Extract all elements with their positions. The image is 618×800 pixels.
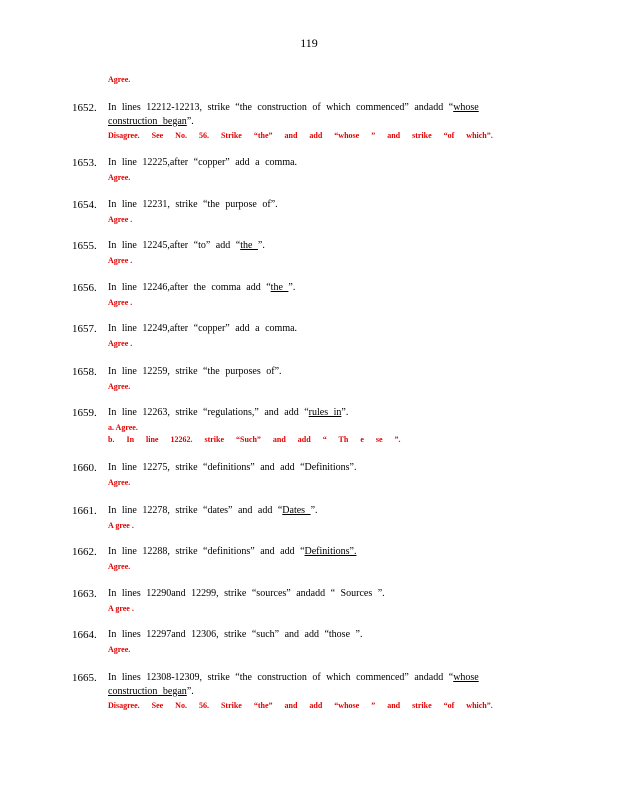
item-number: 1657. xyxy=(72,323,97,335)
item-text: In lines 12290and 12299, strike “sources” andadd “ Sources ”. xyxy=(108,588,385,599)
item-response: Disagree. See No. 56. Strike “the” and add “whose ” and strike “of which”. xyxy=(108,701,493,710)
item-text: In lines 12308-12309, strike “the construction of which commenced” andadd “whose construction began”. xyxy=(108,672,479,697)
item-number: 1661. xyxy=(72,505,97,517)
item-text: In line 12263, strike “regulations,” and add “rules in”. xyxy=(108,407,349,418)
item-response: Agree . xyxy=(108,256,133,265)
item-response: A gree . xyxy=(108,521,134,530)
item-response: Agree . xyxy=(108,215,133,224)
item-text: In lines 12212-12213, strike “the construction of which commenced” andadd “whose construction began”. xyxy=(108,102,479,127)
item-number: 1652. xyxy=(72,102,97,114)
item-number: 1664. xyxy=(72,629,97,641)
item-number: 1655. xyxy=(72,240,97,252)
item-response: Agree. xyxy=(108,645,131,654)
item-response: Agree . xyxy=(108,298,133,307)
item-number: 1654. xyxy=(72,199,97,211)
item-text: In lines 12297and 12306, strike “such” and add “those ”. xyxy=(108,629,363,640)
item-number: 1658. xyxy=(72,366,97,378)
item-number: 1656. xyxy=(72,282,97,294)
item-number: 1663. xyxy=(72,588,97,600)
item-response: A gree . xyxy=(108,604,134,613)
item-response: b. In line 12262. strike “Such” and add “ Th e se ”. xyxy=(108,435,401,444)
item-number: 1659. xyxy=(72,407,97,419)
item-response: Disagree. See No. 56. Strike “the” and add “whose ” and strike “of which”. xyxy=(108,131,493,140)
item-text: In line 12249,after “copper” add a comma. xyxy=(108,323,298,334)
item-response: Agree . xyxy=(108,339,133,348)
item-number: 1662. xyxy=(72,546,97,558)
page-number: 119 xyxy=(300,36,318,50)
item-response: Agree. xyxy=(108,382,131,391)
item-text: In line 12278, strike “dates” and add “Dates ”. xyxy=(108,505,318,516)
item-response: Agree. xyxy=(108,562,131,571)
item-text: In line 12245,after “to” add “the ”. xyxy=(108,240,265,251)
item-text: In line 12275, strike “definitions” and add “Definitions”. xyxy=(108,462,357,473)
item-number: 1653. xyxy=(72,157,97,169)
item-response: a. Agree. xyxy=(108,423,138,432)
item-response: Agree. xyxy=(108,478,131,487)
item-text: In line 12246,after the comma add “the ”. xyxy=(108,282,296,293)
item-text: In line 12259, strike “the purposes of”. xyxy=(108,366,282,377)
preceding-response: Agree. xyxy=(108,75,131,84)
item-text: In line 12225,after “copper” add a comma. xyxy=(108,157,298,168)
item-number: 1660. xyxy=(72,462,97,474)
item-text: In line 12231, strike “the purpose of”. xyxy=(108,199,278,210)
item-text: In line 12288, strike “definitions” and add “Definitions”. xyxy=(108,546,357,557)
item-response: Agree. xyxy=(108,173,131,182)
item-number: 1665. xyxy=(72,672,97,684)
